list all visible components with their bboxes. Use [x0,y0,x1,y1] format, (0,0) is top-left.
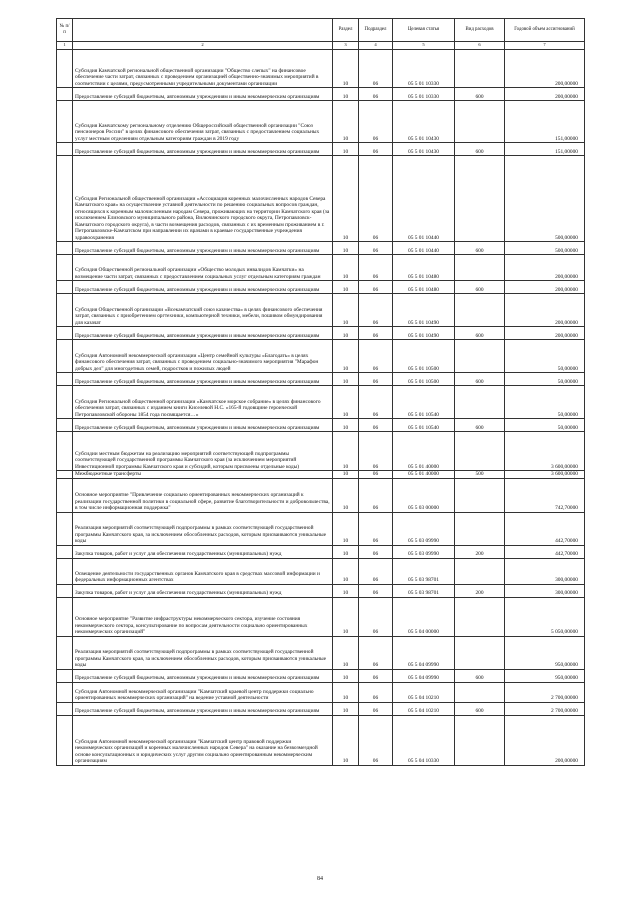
row-section-cell: 10 [333,156,359,242]
row-amount-cell: 5 050,00000 [505,597,585,636]
row-target-cell: 05 5 03 09990 [393,545,455,558]
row-amount-cell: 3 600,00000 [505,432,585,471]
row-subsection-cell: 06 [359,327,393,340]
row-target-cell: 05 5 04 09990 [393,669,455,682]
column-number-row [57,42,585,50]
row-amount-cell: 2 700,00000 [505,702,585,715]
row-expense-type-cell: 600 [455,281,505,294]
row-amount-cell: 200,00000 [505,88,585,101]
row-number-cell [57,597,73,636]
row-target-cell: 05 5 03 09990 [393,512,455,545]
row-subsection-cell: 06 [359,702,393,715]
table-row [57,558,585,584]
row-amount-cell: 200,00000 [505,294,585,327]
row-subsection-cell: 06 [359,584,393,597]
row-subsection-cell: 06 [359,682,393,702]
row-number-cell [57,584,73,597]
row-section-cell: 10 [333,682,359,702]
row-subsection-cell: 06 [359,156,393,242]
row-amount-cell: 500,00000 [505,242,585,255]
row-target-cell: 05 5 03 98701 [393,558,455,584]
row-number-cell [57,636,73,669]
row-section-cell: 10 [333,143,359,156]
row-name-cell: Предоставление субсидий бюджетным, автономным учреждениям и иным некоммерческим организациям [73,242,333,255]
row-section-cell: 10 [333,715,359,765]
row-target-cell: 05 5 01 10330 [393,50,455,88]
row-number-cell [57,327,73,340]
row-subsection-cell: 06 [359,558,393,584]
row-subsection-cell: 06 [359,478,393,512]
row-expense-type-cell: 600 [455,88,505,101]
row-number-cell [57,143,73,156]
row-name-cell: Субсидия Общественной региональной организации «Общество молодых инвалидов Камчатки» на возмещение части затрат, связанных с предоставлением социальных услуг отдельным категориям граждан [73,255,333,281]
row-target-cell: 05 5 01 10540 [393,386,455,419]
row-name-cell: Предоставление субсидий бюджетным, автономным учреждениям и иным некоммерческим организациям [73,88,333,101]
row-target-cell: 05 5 04 10330 [393,715,455,765]
table-row [57,682,585,702]
row-number-cell [57,702,73,715]
row-subsection-cell: 06 [359,386,393,419]
row-name-cell: Субсидия Автономной некоммерческой организации «Центр семейной культуры «Благодать» в целях финансового обеспечения затрат, связанных с проведением социально-значимого мероприятия "Марафон добрых дел" для многодетных семей, подростков и пожилых людей [73,340,333,373]
table-row [57,636,585,669]
table-row [57,143,585,156]
column-number: 4 [359,42,393,50]
row-expense-type-cell: 200 [455,584,505,597]
row-subsection-cell: 06 [359,545,393,558]
row-number-cell [57,545,73,558]
row-name-cell: Субсидия Автономной некоммерческой организации "Камчатский центр правовой поддержки некоммерческих организаций и коренных малочисленных народов Севера" на оказание на безвозмездной основе консультационных и юридических услуг другим социально ориентированным некоммерческим организациям [73,715,333,765]
header-expense-type: Вид расходов [455,19,505,42]
row-expense-type-cell [455,340,505,373]
row-subsection-cell: 06 [359,242,393,255]
row-target-cell: 05 5 04 10210 [393,702,455,715]
row-expense-type-cell [455,386,505,419]
row-expense-type-cell [455,50,505,88]
row-name-cell: Закупка товаров, работ и услуг для обеспечения государственных (муниципальных) нужд [73,545,333,558]
row-expense-type-cell: 600 [455,327,505,340]
row-section-cell: 10 [333,636,359,669]
table-row [57,478,585,512]
table-header-row [57,19,585,42]
row-section-cell: 10 [333,373,359,386]
row-expense-type-cell: 600 [455,373,505,386]
table-body [57,50,585,766]
header-number: № п/п [57,19,73,42]
table-row [57,88,585,101]
row-subsection-cell: 06 [359,340,393,373]
row-amount-cell: 442,70000 [505,545,585,558]
column-number: 6 [455,42,505,50]
row-section-cell: 10 [333,478,359,512]
row-name-cell: Основное мероприятие "Развитие инфраструктуры некоммерческого сектора, изучение состояния некоммерческого сектора, консультирование по вопросам деятельности социально ориентированных некоммерческих организаций" [73,597,333,636]
row-section-cell: 10 [333,281,359,294]
row-target-cell: 05 5 01 10330 [393,88,455,101]
table-row [57,101,585,143]
table-row [57,512,585,545]
table-row [57,597,585,636]
row-subsection-cell: 06 [359,512,393,545]
row-amount-cell: 742,70000 [505,478,585,512]
row-number-cell [57,419,73,432]
row-expense-type-cell: 500 [455,471,505,479]
row-number-cell [57,88,73,101]
column-number: 2 [73,42,333,50]
row-subsection-cell: 06 [359,88,393,101]
row-name-cell: Субсидия Автономной некоммерческой организации "Камчатский краевой центр поддержки социально ориентированных некоммерческих организаций" на ведение уставной деятельности [73,682,333,702]
header-section: Раздел [333,19,359,42]
row-number-cell [57,471,73,479]
row-name-cell: Предоставление субсидий бюджетным, автономным учреждениям и иным некоммерческим организациям [73,327,333,340]
table-row [57,340,585,373]
row-subsection-cell: 06 [359,419,393,432]
row-target-cell: 05 5 01 10480 [393,281,455,294]
row-name-cell: Реализация мероприятий соответствующей подпрограммы в рамках соответствующей государственной программы Камчатского края, за исключением обособленных расходов, которым присваиваются уникальные коды [73,636,333,669]
row-expense-type-cell [455,558,505,584]
row-expense-type-cell: 600 [455,669,505,682]
row-section-cell: 10 [333,50,359,88]
row-target-cell: 05 5 01 10490 [393,327,455,340]
row-amount-cell: 151,00000 [505,143,585,156]
row-name-cell: Реализация мероприятий соответствующей подпрограммы в рамках соответствующей государственной программы Камчатского края, за исключением обособленных расходов, которым присваиваются уникальные коды [73,512,333,545]
row-name-cell: Субсидия Региональной общественной организации «Камчатское морское собрание» в целях финансового обеспечения затрат, связанных с изданием книги Киселевой Н.С. «165-й годовщине героической Петропавловской обороны 1854 года посвящается…» [73,386,333,419]
row-expense-type-cell [455,101,505,143]
row-expense-type-cell [455,512,505,545]
table-row [57,242,585,255]
row-number-cell [57,340,73,373]
row-section-cell: 10 [333,88,359,101]
row-section-cell: 10 [333,386,359,419]
row-expense-type-cell [455,294,505,327]
row-target-cell: 05 5 01 10500 [393,340,455,373]
row-amount-cell: 151,00000 [505,101,585,143]
row-amount-cell: 50,00000 [505,340,585,373]
row-target-cell: 05 5 01 10440 [393,242,455,255]
header-target: Целевая статья [393,19,455,42]
row-name-cell: Субсидии местным бюджетам на реализацию мероприятий соответствующей подпрограммы соответствующей государственной программы Камчатского края (за исключением мероприятий Инвестиционной программы Камчатского края и субсидий, которым присвоены отдельные коды) [73,432,333,471]
table-row [57,255,585,281]
row-section-cell: 10 [333,419,359,432]
row-amount-cell: 200,00000 [505,50,585,88]
row-name-cell: Субсидия Общественной организации «Всекамчатский союз казачества» в целях финансового обеспечения затрат, связанных с приобретением оргтехники, компьютерной техники, мебели, пошивом обмундирования для казачат [73,294,333,327]
row-name-cell: Предоставление субсидий бюджетным, автономным учреждениям и иным некоммерческим организациям [73,281,333,294]
row-name-cell: Субсидия Региональной общественной организации «Ассоциация коренных малочисленных народов Севера Камчатского края» на осуществление уставной деятельности по решению социальных вопросов граждан, относящихся к коренным малочисленным народам Севера, проживающих на территории Камчатского края (за исключением Елизовского муниципального района, Вилючинского городского округа, Петропавловск-Камчатского городского округа), в части возмещения расходов, связанных с их временным проживанием в г. Петропавловске-Камчатском при направлении их врачами в краевые государственные учреждения здравоохранения [73,156,333,242]
row-name-cell: Межбюджетные трансферты [73,471,333,479]
row-amount-cell: 200,00000 [505,327,585,340]
row-expense-type-cell [455,478,505,512]
row-target-cell: 05 5 04 10210 [393,682,455,702]
table-row [57,432,585,471]
row-section-cell: 10 [333,327,359,340]
row-expense-type-cell [455,255,505,281]
column-number: 5 [393,42,455,50]
table-row [57,545,585,558]
row-number-cell [57,682,73,702]
header-subsection: Подраздел [359,19,393,42]
row-target-cell: 05 5 01 10490 [393,294,455,327]
table-row [57,715,585,765]
table-row [57,294,585,327]
row-target-cell: 05 5 01 40000 [393,432,455,471]
row-subsection-cell: 06 [359,669,393,682]
row-subsection-cell: 06 [359,597,393,636]
row-section-cell: 10 [333,255,359,281]
row-number-cell [57,715,73,765]
row-section-cell: 10 [333,432,359,471]
row-number-cell [57,50,73,88]
row-number-cell [57,101,73,143]
row-target-cell: 05 5 01 10440 [393,156,455,242]
document-page [56,18,584,766]
row-section-cell: 10 [333,558,359,584]
row-amount-cell: 950,00000 [505,669,585,682]
row-name-cell: Субсидия Камчатскому региональному отделению Общероссийской общественной организации "Союз пенсионеров России" в целях финансового обеспечения затрат, связанных с предоставлением социальных услуг местным отделениям отдельным категориям граждан в 2019 году [73,101,333,143]
row-number-cell [57,432,73,471]
row-target-cell: 05 5 04 00000 [393,597,455,636]
row-section-cell: 10 [333,584,359,597]
row-section-cell: 10 [333,242,359,255]
row-amount-cell: 442,70000 [505,512,585,545]
row-number-cell [57,386,73,419]
row-subsection-cell: 06 [359,294,393,327]
row-subsection-cell: 06 [359,101,393,143]
table-row [57,156,585,242]
row-expense-type-cell [455,682,505,702]
row-target-cell: 05 5 04 09990 [393,636,455,669]
row-expense-type-cell [455,636,505,669]
row-subsection-cell: 06 [359,715,393,765]
row-amount-cell: 200,00000 [505,281,585,294]
page-number: 84 [317,876,323,882]
table-row [57,669,585,682]
row-amount-cell: 50,00000 [505,373,585,386]
row-expense-type-cell [455,432,505,471]
row-expense-type-cell: 600 [455,419,505,432]
row-expense-type-cell [455,715,505,765]
row-expense-type-cell: 200 [455,545,505,558]
row-subsection-cell: 06 [359,143,393,156]
row-subsection-cell: 06 [359,50,393,88]
row-subsection-cell: 06 [359,373,393,386]
row-subsection-cell: 06 [359,281,393,294]
budget-table [56,18,585,766]
row-amount-cell: 200,00000 [505,715,585,765]
row-target-cell: 05 5 03 98701 [393,584,455,597]
row-name-cell: Освещение деятельности государственных органов Камчатского края в средствах массовой информации и федеральных информационных агентствах [73,558,333,584]
row-name-cell: Предоставление субсидий бюджетным, автономным учреждениям и иным некоммерческим организациям [73,669,333,682]
table-row [57,386,585,419]
row-section-cell: 10 [333,512,359,545]
row-expense-type-cell: 600 [455,242,505,255]
row-subsection-cell: 06 [359,255,393,281]
row-target-cell: 05 5 01 40000 [393,471,455,479]
table-row [57,373,585,386]
row-number-cell [57,156,73,242]
row-section-cell: 10 [333,545,359,558]
row-number-cell [57,281,73,294]
column-number: 3 [333,42,359,50]
row-section-cell: 10 [333,702,359,715]
column-number: 7 [505,42,585,50]
row-name-cell: Предоставление субсидий бюджетным, автономным учреждениям и иным некоммерческим организациям [73,702,333,715]
row-amount-cell: 3 600,00000 [505,471,585,479]
table-row [57,419,585,432]
row-target-cell: 05 5 01 10500 [393,373,455,386]
table-row [57,584,585,597]
row-section-cell: 10 [333,294,359,327]
column-number: 1 [57,42,73,50]
table-row [57,281,585,294]
row-number-cell [57,512,73,545]
header-name [73,19,333,42]
row-subsection-cell: 06 [359,471,393,479]
row-section-cell: 10 [333,471,359,479]
row-target-cell: 05 5 01 10430 [393,101,455,143]
row-number-cell [57,294,73,327]
row-name-cell: Субсидия Камчатской региональной общественной организации "Общество слепых" на финансовое обеспечение части затрат, связанных с проведением организацией общественно-значимых мероприятий в соответствии с целями, предусмотренными учредительными документами организации [73,50,333,88]
row-amount-cell: 50,00000 [505,419,585,432]
row-expense-type-cell [455,597,505,636]
row-name-cell: Предоставление субсидий бюджетным, автономным учреждениям и иным некоммерческим организациям [73,143,333,156]
row-section-cell: 10 [333,597,359,636]
row-number-cell [57,255,73,281]
row-subsection-cell: 06 [359,432,393,471]
row-amount-cell: 300,00000 [505,558,585,584]
row-target-cell: 05 5 03 00000 [393,478,455,512]
row-section-cell: 10 [333,669,359,682]
row-number-cell [57,669,73,682]
row-subsection-cell: 06 [359,636,393,669]
row-number-cell [57,373,73,386]
row-amount-cell: 500,00000 [505,156,585,242]
row-name-cell: Закупка товаров, работ и услуг для обеспечения государственных (муниципальных) нужд [73,584,333,597]
table-row [57,702,585,715]
row-expense-type-cell: 600 [455,702,505,715]
row-amount-cell: 50,00000 [505,386,585,419]
row-section-cell: 10 [333,340,359,373]
row-amount-cell: 200,00000 [505,255,585,281]
row-number-cell [57,558,73,584]
row-amount-cell: 300,00000 [505,584,585,597]
row-amount-cell: 950,00000 [505,636,585,669]
row-target-cell: 05 5 01 10480 [393,255,455,281]
row-target-cell: 05 5 01 10430 [393,143,455,156]
table-row [57,471,585,479]
row-number-cell [57,478,73,512]
table-row [57,327,585,340]
row-name-cell: Предоставление субсидий бюджетным, автономным учреждениям и иным некоммерческим организациям [73,419,333,432]
row-expense-type-cell [455,156,505,242]
row-number-cell [57,242,73,255]
row-name-cell: Основное мероприятие "Привлечение социально ориентированных некоммерческих организаций к реализации государственной политики в социальной сфере, развитие благотворительности и добровольчества, в том числе информационная поддержка" [73,478,333,512]
table-row [57,50,585,88]
row-name-cell: Предоставление субсидий бюджетным, автономным учреждениям и иным некоммерческим организациям [73,373,333,386]
row-amount-cell: 2 700,00000 [505,682,585,702]
row-target-cell: 05 5 01 10540 [393,419,455,432]
row-expense-type-cell: 600 [455,143,505,156]
header-amount: Годовой объем ассигнований [505,19,585,42]
row-section-cell: 10 [333,101,359,143]
